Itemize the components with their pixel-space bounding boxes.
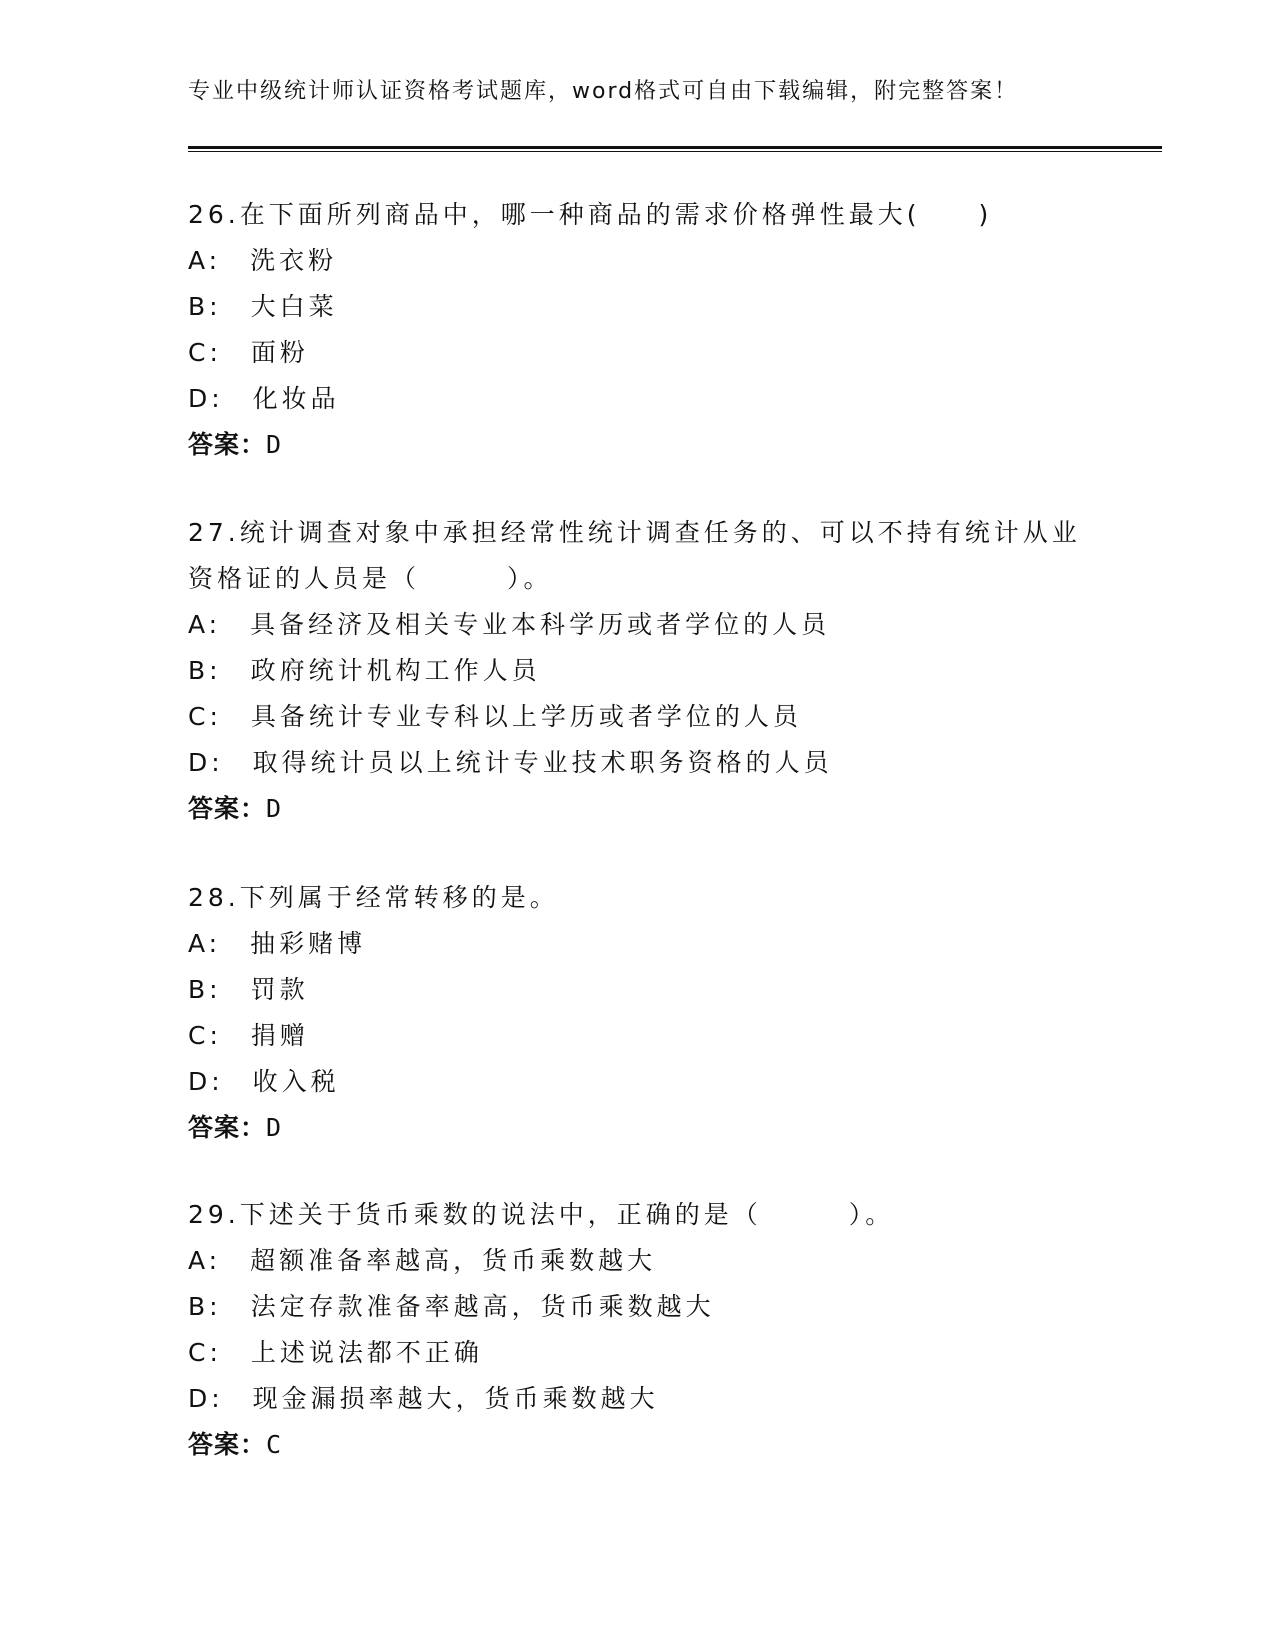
answer-value: D [266,1113,283,1142]
option-b: B: 政府统计机构工作人员 [188,656,541,685]
answer-line [188,1422,1108,1468]
option-c: C: 捐赠 [188,1021,309,1050]
answer-label: 答案： [188,1430,267,1459]
answer-value: C [266,1430,283,1459]
question-text: 29.下述关于货币乘数的说法中，正确的是（ ）。 [188,1200,895,1229]
answer-value: D [266,794,283,823]
question-26 [188,192,1108,468]
answer-value: D [266,430,283,459]
option-a: A: 具备经济及相关专业本科学历或者学位的人员 [188,610,831,639]
option-a: A: 抽彩赌博 [188,929,367,958]
answer-label: 答案： [188,794,267,823]
option-c: C: 具备统计专业专科以上学历或者学位的人员 [188,702,802,731]
option-b: B: 罚款 [188,975,309,1004]
question-text: 26.在下面所列商品中，哪一种商品的需求价格弹性最大( ) [188,200,993,229]
option-a: A: 超额准备率越高，货币乘数越大 [188,1246,657,1275]
option-c: C: 面粉 [188,338,309,367]
option-b: B: 大白菜 [188,292,338,321]
header-divider [188,146,1162,152]
option-d: D: 收入税 [188,1067,340,1096]
option-c: C: 上述说法都不正确 [188,1338,483,1367]
question-text: 27.统计调查对象中承担经常性统计调查任务的、可以不持有统计从业 [188,518,1081,547]
answer-line [188,786,1108,832]
question-text: 28.下列属于经常转移的是。 [188,883,559,912]
page-header: 专业中级统计师认证资格考试题库，word格式可自由下载编辑，附完整答案！ [188,79,1019,104]
question-28 [188,875,1108,1151]
option-b: B: 法定存款准备率越高，货币乘数越大 [188,1292,715,1321]
question-27 [188,510,1108,832]
answer-line [188,1105,1108,1151]
answer-line [188,422,1108,468]
answer-label: 答案： [188,1113,267,1142]
question-29 [188,1192,1108,1468]
option-a: A: 洗衣粉 [188,246,338,275]
option-d: D: 现金漏损率越大，货币乘数越大 [188,1384,659,1413]
option-d: D: 化妆品 [188,384,340,413]
answer-label: 答案： [188,430,267,459]
question-text-continued: 资格证的人员是（ ）。 [188,564,553,593]
option-d: D: 取得统计员以上统计专业技术职务资格的人员 [188,748,833,777]
